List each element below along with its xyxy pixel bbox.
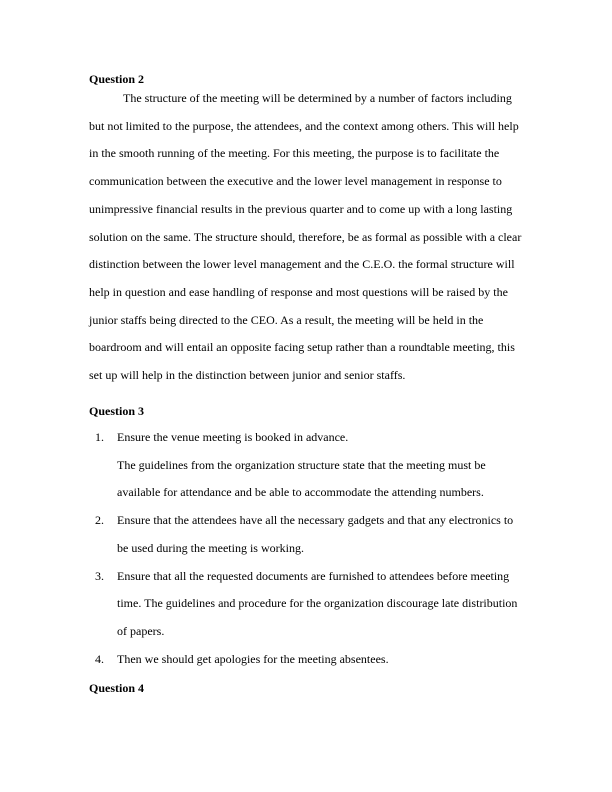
question-3-heading: Question 3 [89,404,145,418]
list-item [89,424,525,452]
question-2-paragraph: The structure of the meeting will be determined by a number of factors including but not limited to the purpose, the attendees, and the context among others. This will help in the smooth running of the meeting. For this meeting, the purpose is to facilitate the communication between the executive and the lower level management in response to unimpressive financial results in the previous quarter and to come up with a long lasting solution on the same. The structure should, therefore, be as formal as possible with a clear distinction between the lower level management and the C.E.O. the formal structure will help in question and ease handling of response and most questions will be raised by the junior staffs being directed to the CEO. As a result, the meeting will be held in the boardroom and will entail an opposite facing setup rather than a roundtable meeting, this set up will help in the distinction between junior and senior staffs. [89,91,522,383]
list-item-number: 1. [95,430,104,444]
question-2-heading: Question 2 [89,72,145,86]
list-item-text: Ensure the venue meeting is booked in advance. [117,430,349,444]
list-item [89,646,525,674]
question-4-heading: Question 4 [89,681,145,695]
question-3-list [89,424,525,673]
list-item-number: 4. [95,651,104,666]
list-item [89,563,525,646]
list-item-number: 2. [95,513,104,528]
list-item-text: Ensure that the attendees have all the necessary gadgets and that any electronics to be used during the meeting is working. [117,513,514,555]
list-item-text: Ensure that all the requested documents are furnished to attendees before meeting time. The guidelines and procedure for the organization discourage late distribution of papers. [117,568,518,638]
list-item-subtext: The guidelines from the organization structure state that the meeting must be available for attendance and be able to accommodate the attending numbers. [117,457,486,500]
list-item-number: 3. [95,568,104,583]
list-item-text: Then we should get apologies for the meeting absentees. [117,651,389,666]
list-item [89,507,525,562]
